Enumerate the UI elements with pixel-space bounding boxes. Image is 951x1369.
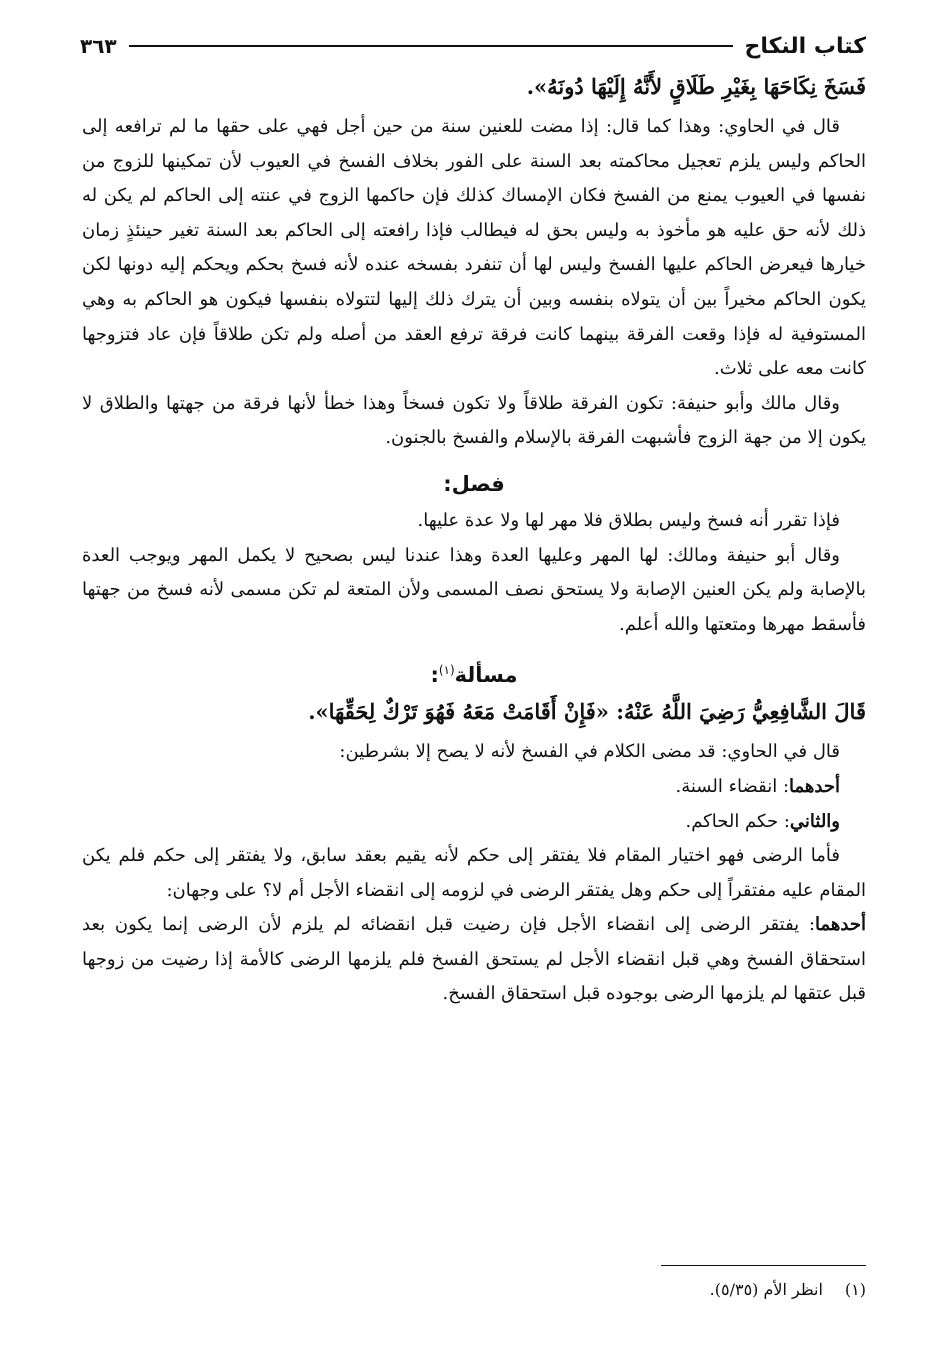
section-heading-masala [82,650,866,695]
paragraph-hawi-1: قال في الحاوي: وهذا كما قال: إذا مضت للعنين سنة من حين أجل فهي على حقها ما لم ترافعه إلى الحاكم وليس يلزم تعجيل محاكمته بعد السنة على الفور بخلاف الفسخ في العيوب لأن تمكينها للزوج من نفسها في العيوب يمنع من الفسخ فكان الإمساك كذلك فإن حاكمها الزوج في عنته إلى الحاكم لم يكن له ذلك لأنه حق عليه هو مأخوذ به وليس بحق له فيطالب فإذا رافعته إلى الحاكم بعد السنة تغير حينئذٍ زمان خيارها فيعرض الحاكم عليها الفسخ وليس لها أن تنفرد بفسخه عنده لأنه فسخ بحكم ويحكم إليه دونها لكن يكون الحاكم مخيراً بين أن يتولاه بنفسه وبين أن يترك ذلك إليها لتتولاه بنفسها فيكون هو الحاكم به وهي المستوفية له فإذا وقعت الفرقة بينهما كانت فرقة ترفع العقد من أصله ولم تكن طلاقاً فإن عاد فتزوجها كانت معه على ثلاث. [82,116,866,380]
page-body [82,70,866,1012]
condition-1-label: أحدهما [789,775,840,797]
paragraph-fasl-1: فإذا تقرر أنه فسخ وليس بطلاق فلا مهر لها ولا عدة عليها. [417,509,840,531]
page-header [80,28,866,64]
footnote-divider [661,1265,866,1266]
paragraph-hawi-2: قال في الحاوي: قد مضى الكلام في الفسخ لأنه لا يصح إلا بشرطين: [339,741,840,763]
footnote-text: انظر الأم (٥/٣٥). [709,1280,823,1299]
footnote-marker: (١) [844,1280,866,1299]
condition-2-label: والثاني [789,810,840,832]
face-1-label: أحدهما [815,914,866,936]
face-1-text: : يفتقر الرضى إلى انقضاء الأجل فإن رضيت قبل انقضائه لم يلزم لأن الرضى إنما يكون بعد استحقاق الفسخ وهي قبل انقضاء الأجل لم يستحق الفسخ فلم يلزمها الرضى كالأمة إذا رضيت من زوجها قبل عتقها لم يلزمها الرضى بوجوده قبل استحقاق الفسخ. [82,914,866,1005]
face-1 [82,908,866,1012]
masala-colon: : [430,663,439,688]
section-heading-fasl: فصل: [443,471,505,496]
condition-2 [82,805,866,840]
footnote-reference: (١) [438,663,455,678]
condition-1-text: : انقضاء السنة. [675,775,790,797]
header-rule [129,45,733,47]
condition-2-text: : حكم الحاكم. [685,810,790,832]
quote-top: فَسَخَ نِكَاحَهَا بِغَيْرِ طَلَاقٍ لأَنَّهُ إِلَيْهَا دُونَهُ». [526,74,866,99]
paragraph-rida: فأما الرضى فهو اختيار المقام فلا يفتقر إلى حكم لأنه يقيم بعقد سابق، ولا يفتقر إلى حكم فلم يكن المقام عليه مفتقراً إلى حكم وهل يفتقر الرضى في لزومه إلى انقضاء الأجل أم لا؟ على وجهان: [82,845,866,901]
condition-1 [82,770,866,805]
paragraph-malik-abu-hanifa: وقال مالك وأبو حنيفة: تكون الفرقة طلاقاً ولا تكون فسخاً وهذا خطأ لأنها فرقة من جهتها والطلاق لا يكون إلا من جهة الزوج فأشبهت الفرقة بالإسلام والفسخ بالجنون. [82,392,866,449]
page-number: ٣٦٣ [80,34,117,58]
footnote [710,1278,866,1302]
quote-shafii: قَالَ الشَّافِعِيُّ رَضِيَ اللَّهُ عَنْهُ: «فَإِنْ أَقَامَتْ مَعَهُ فَهُوَ تَرْكٌ لِحَقِّهَا». [308,699,866,725]
masala-title: مسألة [454,663,518,688]
paragraph-fasl-2: وقال أبو حنيفة ومالك: لها المهر وعليها العدة وهذا عندنا ليس بصحيح لا يكمل المهر ويوجب العدة بالإصابة ولم يكن العنين الإصابة ولا يستحق نصف المسمى ولأن المتعة لم تكن مسمى لأنه فسخ من جهتها فأسقط مهرها ومتعتها والله أعلم. [82,544,866,635]
book-title: كتاب النكاح [744,33,866,59]
